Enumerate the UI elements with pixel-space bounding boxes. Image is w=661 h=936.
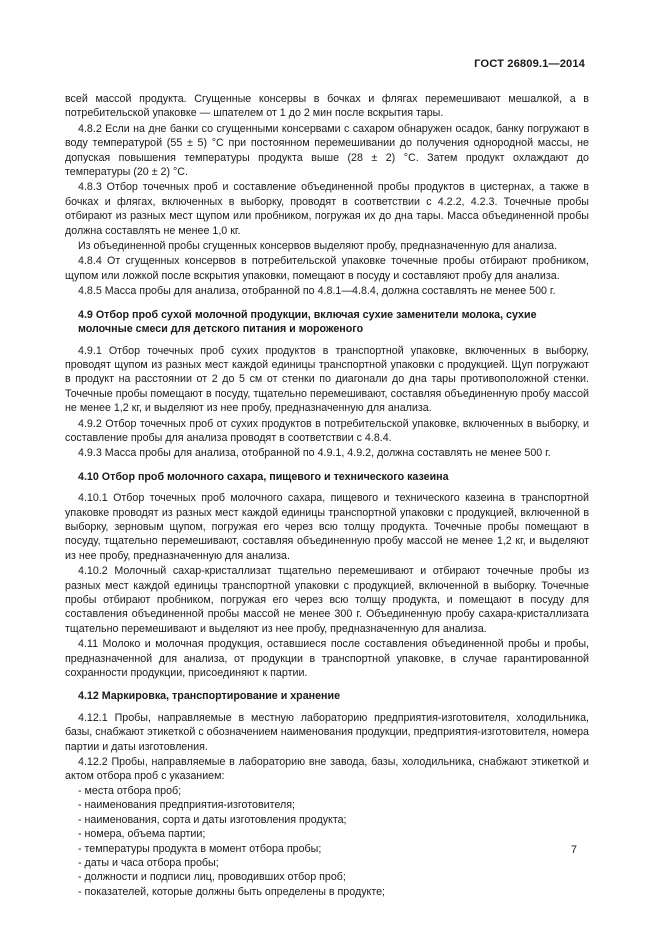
page-number: 7 bbox=[570, 844, 577, 856]
paragraph-4-12-1: 4.12.1 Пробы, направляемые в местную лабораторию предприятия-изготовителя, холодильника, базы, снабжают этикеткой с обозначением наименования продукции, предприятия-изготовителя, номера партии и даты изготовления. bbox=[65, 711, 589, 753]
paragraph-4-8-3-b: Из объединенной пробы сгущенных консервов выделяют пробу, предназначенную для анализа. bbox=[78, 240, 558, 253]
section-heading-4-9: 4.9 Отбор проб сухой молочной продукции, включая сухие заменители молока, сухие молочные смеси для детского питания и мороженого bbox=[78, 308, 537, 336]
list-item: - места отбора проб; bbox=[78, 784, 182, 797]
paragraph-4-9-2: 4.9.2 Отбор точечных проб от сухих продуктов в потребительской упаковке, включенных в выборку, и составление пробы для анализа проводят в соответствии с 4.8.4. bbox=[65, 417, 589, 444]
paragraph-4-10-2: 4.10.2 Молочный сахар-кристаллизат тщательно перемешивают и отбирают точечные пробы из разных мест каждой единицы транспортной упаковки с продукцией, включенной в выборку. Точечные пробы отбирают пробником, погружая его через всю толщу продукта, и помещают в посуду для составления объединенной пробы массой не менее 300 г. Объединенную пробу сахара-кристаллизата тщательно перемешивают и выделяют из нее пробу, предназначенную для анализа. bbox=[65, 565, 589, 635]
document-body bbox=[65, 92, 589, 899]
list-item: - температуры продукта в момент отбора пробы; bbox=[78, 842, 322, 855]
standard-header: ГОСТ 26809.1—2014 bbox=[474, 58, 585, 70]
section-heading-4-12: 4.12 Маркировка, транспортирование и хранение bbox=[78, 690, 341, 703]
list-item: - даты и часа отбора пробы; bbox=[78, 856, 219, 869]
list-item: - наименования предприятия-изготовителя; bbox=[78, 799, 295, 812]
paragraph-4-9-1: 4.9.1 Отбор точечных проб сухих продуктов в транспортной упаковке, включенных в выборку, проводят щупом из разных мест каждой единицы транспортной упаковки с продукцией. Щуп погружают в продукт на расстоянии от 2 до 5 см от стенки по диагонали до дна тары противоположной стенки. Точечные пробы помещают в посуду, тщательно перемешивают, составляя объединенную пробу массой не менее 1,2 кг, и выделяют из нее пробу, предназначенную для анализа. bbox=[65, 344, 589, 415]
section-heading-4-10: 4.10 Отбор проб молочного сахара, пищевого и технического казеина bbox=[78, 470, 449, 483]
paragraph-4-8-2: 4.8.2 Если на дне банки со сгущенными консервами с сахаром обнаружен осадок, банку погружают в воду температурой (55 ± 5) °С при постоянном перемешивании до получения однородной массы, не допуская повышения температуры продукта выше (28 ± 2) °С. Затем продукт охлаждают до температуры (20 ± 2) °С. bbox=[65, 122, 589, 179]
paragraph-4-9-3: 4.9.3 Масса пробы для анализа, отобранной по 4.9.1, 4.9.2, должна составлять не менее 500 г. bbox=[78, 447, 551, 460]
list-item: - наименования, сорта и даты изготовления продукта; bbox=[78, 813, 347, 826]
paragraph-4-11: 4.11 Молоко и молочная продукция, оставшиеся после составления объединенной пробы и пробы, предназначенной для анализа, от продукции в транспортной упаковке, в случае гарантированной сохранности продукции, присоединяют к партии. bbox=[65, 638, 589, 680]
paragraph-4-10-1: 4.10.1 Отбор точечных проб молочного сахара, пищевого и технического казеина в транспортной упаковке проводят из разных мест каждой единицы транспортной упаковки с продукцией, включенной в выборку, зерновым щупом, погружая его через всю толщу продукта. Точечные пробы помещают в посуду, тщательно перемешивают, составляя объединенную пробу массой не менее 1,2 кг, и выделяют из нее пробу, предназначенную для анализа. bbox=[65, 492, 589, 562]
paragraph-continuation: всей массой продукта. Сгущенные консервы в бочках и флягах перемешивают мешалкой, а в потребительской упаковке — шпателем от 1 до 2 мин после вскрытия тары. bbox=[65, 93, 589, 120]
paragraph-4-8-3: 4.8.3 Отбор точечных проб и составление объединенной пробы продуктов в цистернах, а также в бочках и флягах, включенных в выборку, проводят в соответствии с 4.2.2, 4.2.3. Точечные пробы отбирают из разных мест щупом или пробником, погружая их до дна тары. Масса объединенной пробы должна составлять не менее 1,0 кг. bbox=[65, 181, 589, 237]
list-item: - должности и подписи лиц, проводивших отбор проб; bbox=[78, 871, 346, 884]
paragraph-4-12-2: 4.12.2 Пробы, направляемые в лабораторию вне завода, базы, холодильника, снабжают этикеткой и актом отбора проб с указанием: bbox=[65, 756, 589, 783]
list-item: - показателей, которые должны быть определены в продукте; bbox=[78, 885, 386, 898]
paragraph-4-8-4: 4.8.4 От сгущенных консервов в потребительской упаковке точечные пробы отбирают пробником, щупом или ложкой после вскрытия упаковки, помещают в посуду и составляют пробу для анализа. bbox=[65, 255, 589, 282]
list-item: - номера, объема партии; bbox=[78, 828, 206, 841]
paragraph-4-8-5: 4.8.5 Масса пробы для анализа, отобранной по 4.8.1—4.8.4, должна составлять не менее 500 г. bbox=[78, 285, 556, 298]
